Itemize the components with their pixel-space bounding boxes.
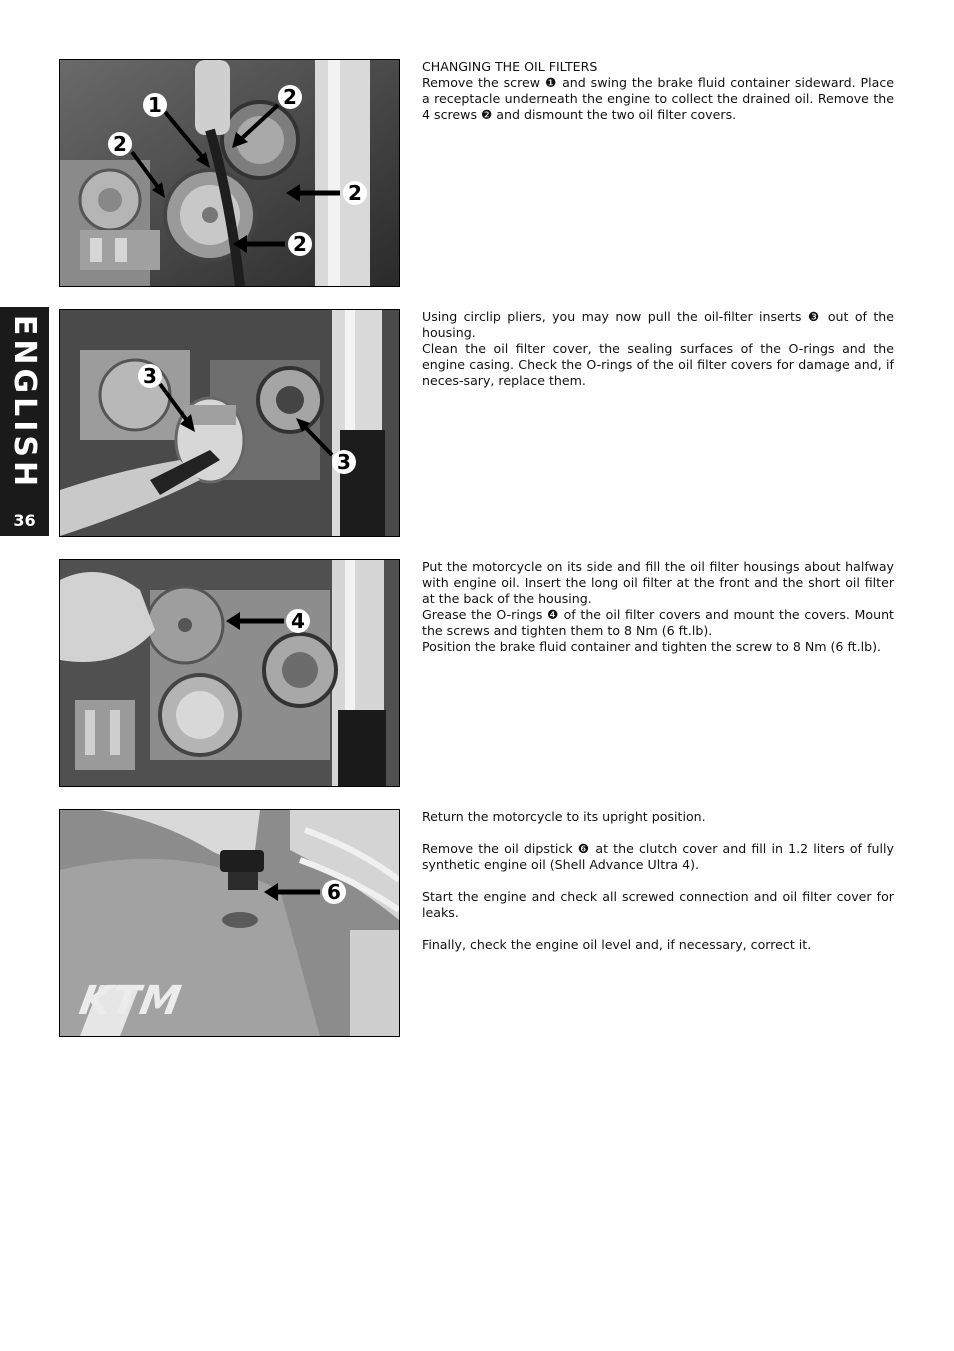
section-4-paragraph-4: Finally, check the engine oil level and, if necessary, correct it.	[422, 937, 812, 952]
photo-mount-covers	[59, 559, 400, 787]
marker-4: 4	[291, 609, 305, 633]
marker-2b: 2	[283, 85, 297, 109]
marker-3a: 3	[143, 364, 157, 388]
page-number: 36	[13, 511, 36, 530]
section-4-paragraph-1: Return the motorcycle to its upright position.	[422, 809, 706, 824]
marker-overlay-4	[60, 810, 399, 1036]
section-4-paragraph-3: Start the engine and check all screwed connection and oil filter cover for leaks.	[422, 889, 894, 920]
section-3-paragraph-2: Grease the O-rings ❹ of the oil filter covers and mount the covers. Mount the screws and tighten them to 8 Nm (6 ft.lb).	[422, 607, 894, 638]
marker-1: 1	[148, 93, 162, 117]
section-3-text	[422, 559, 894, 655]
marker-overlay-2	[60, 310, 399, 536]
section-3-paragraph-3: Position the brake fluid container and tighten the screw to 8 Nm (6 ft.lb).	[422, 639, 882, 654]
marker-2d: 2	[293, 232, 307, 256]
photo-oil-filter-covers	[59, 59, 400, 287]
section-2-paragraph-2: Clean the oil filter cover, the sealing surfaces of the O-rings and the engine casing. Check the O-rings of the oil filter covers for damage and, if neces-sary, replace them.	[422, 341, 894, 388]
section-2-paragraph-1: Using circlip pliers, you may now pull the oil-filter inserts ❸ out of the housing.	[422, 309, 894, 340]
language-tab	[0, 307, 49, 536]
ktm-logo: KTM	[75, 978, 186, 1024]
marker-2c: 2	[348, 181, 362, 205]
section-4-paragraph-2: Remove the oil dipstick ❻ at the clutch cover and fill in 1.2 liters of fully synthetic engine oil (Shell Advance Ultra 4).	[422, 841, 894, 872]
photo-oil-filter-inserts	[59, 309, 400, 537]
marker-overlay-3	[60, 560, 399, 786]
section-4-text	[422, 809, 894, 953]
section-1-paragraph-1: Remove the screw ❶ and swing the brake fluid container sideward. Place a receptacle underneath the engine to collect the drained oil. Remove the 4 screws ❷ and dismount the two oil filter covers.	[422, 75, 894, 122]
marker-2a: 2	[113, 132, 127, 156]
section-2-text	[422, 309, 894, 389]
marker-6: 6	[327, 880, 341, 904]
language-label-wrap	[0, 307, 49, 497]
marker-overlay-1	[60, 60, 399, 286]
section-1-heading: CHANGING THE OIL FILTERS	[422, 59, 598, 74]
photo-oil-dipstick	[59, 809, 400, 1037]
language-label: ENGLISH	[7, 314, 42, 490]
section-3-paragraph-1: Put the motorcycle on its side and fill the oil filter housings about halfway with engine oil. Insert the long oil filter at the front and the short oil filter at the back of the housing.	[422, 559, 894, 606]
marker-3b: 3	[337, 450, 351, 474]
section-1-text	[422, 59, 894, 123]
